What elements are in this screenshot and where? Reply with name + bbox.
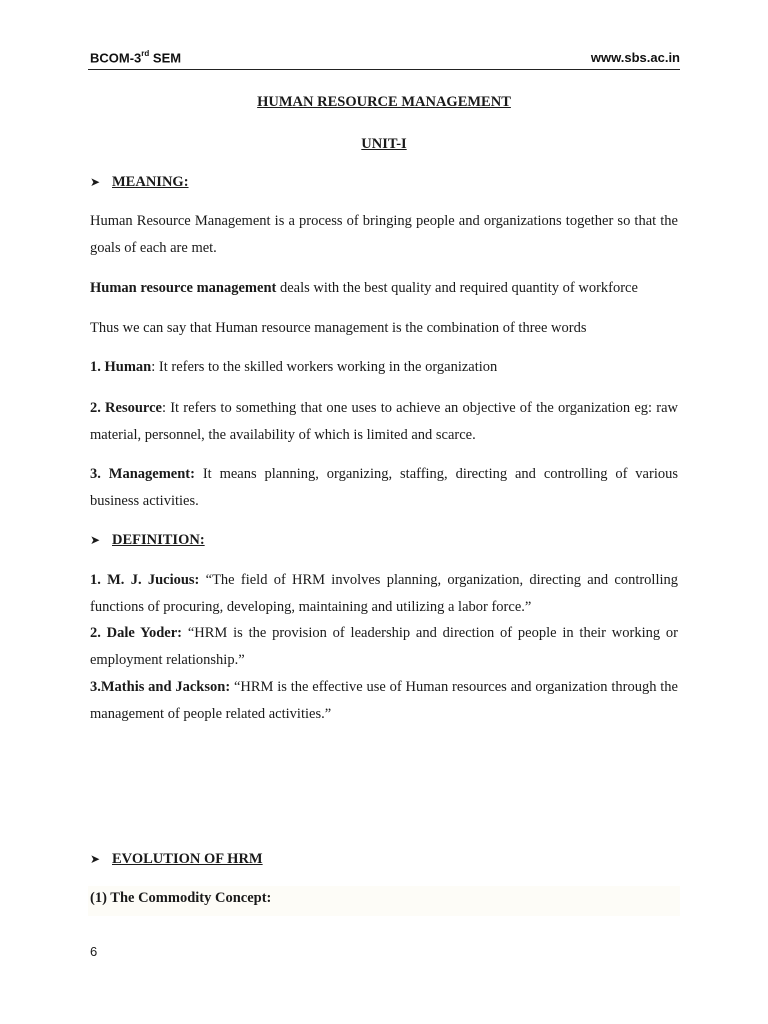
website-label: www.sbs.ac.in xyxy=(590,50,680,65)
meaning-paragraph-3: Thus we can say that Human resource management is the combination of three words xyxy=(90,320,587,336)
page-number: 6 xyxy=(90,944,98,959)
meaning-paragraph-1: Human Resource Management is a process of bringing people and organizations together so that the goals of each are met. xyxy=(90,213,678,256)
definition-heading: ➤ DEFINITION: xyxy=(90,532,205,548)
course-label: BCOM-3rd SEM xyxy=(90,49,182,66)
arrowhead-bullet-icon: ➤ xyxy=(90,533,101,547)
document-title: HUMAN RESOURCE MANAGEMENT xyxy=(257,94,511,110)
definition-jucious: 1. M. J. Jucious: “The field of HRM involves planning, organization, directing and controlling functions of procuring, developing, maintaining and utilizing a labor force.” xyxy=(90,572,679,615)
page-header xyxy=(90,46,680,68)
definition-mathis-jackson: 3.Mathis and Jackson: “HRM is the effective use of Human resources and organization through the management of people related activities.” xyxy=(90,679,678,722)
arrowhead-bullet-icon: ➤ xyxy=(90,175,101,189)
commodity-concept-subheading: (1) The Commodity Concept: xyxy=(90,890,272,906)
evolution-heading: ➤ EVOLUTION OF HRM xyxy=(90,851,263,867)
unit-title: UNIT-I xyxy=(361,136,407,152)
meaning-item-resource: 2. Resource: It refers to something that one uses to achieve an objective of the organization eg: raw material, personnel, the availability of which is limited and scarce. xyxy=(90,400,679,443)
arrowhead-bullet-icon: ➤ xyxy=(90,852,101,866)
meaning-heading: ➤ MEANING: xyxy=(90,174,189,190)
meaning-item-management: 3. Management: It means planning, organizing, staffing, directing and controlling of various business activities. xyxy=(90,466,678,509)
meaning-paragraph-2: Human resource management deals with the best quality and required quantity of workforce xyxy=(90,280,638,296)
header-divider xyxy=(88,69,680,70)
meaning-item-human: 1. Human: It refers to the skilled workers working in the organization xyxy=(90,359,498,375)
definition-yoder: 2. Dale Yoder: “HRM is the provision of leadership and direction of people in their working or employment relationship.” xyxy=(90,625,678,668)
